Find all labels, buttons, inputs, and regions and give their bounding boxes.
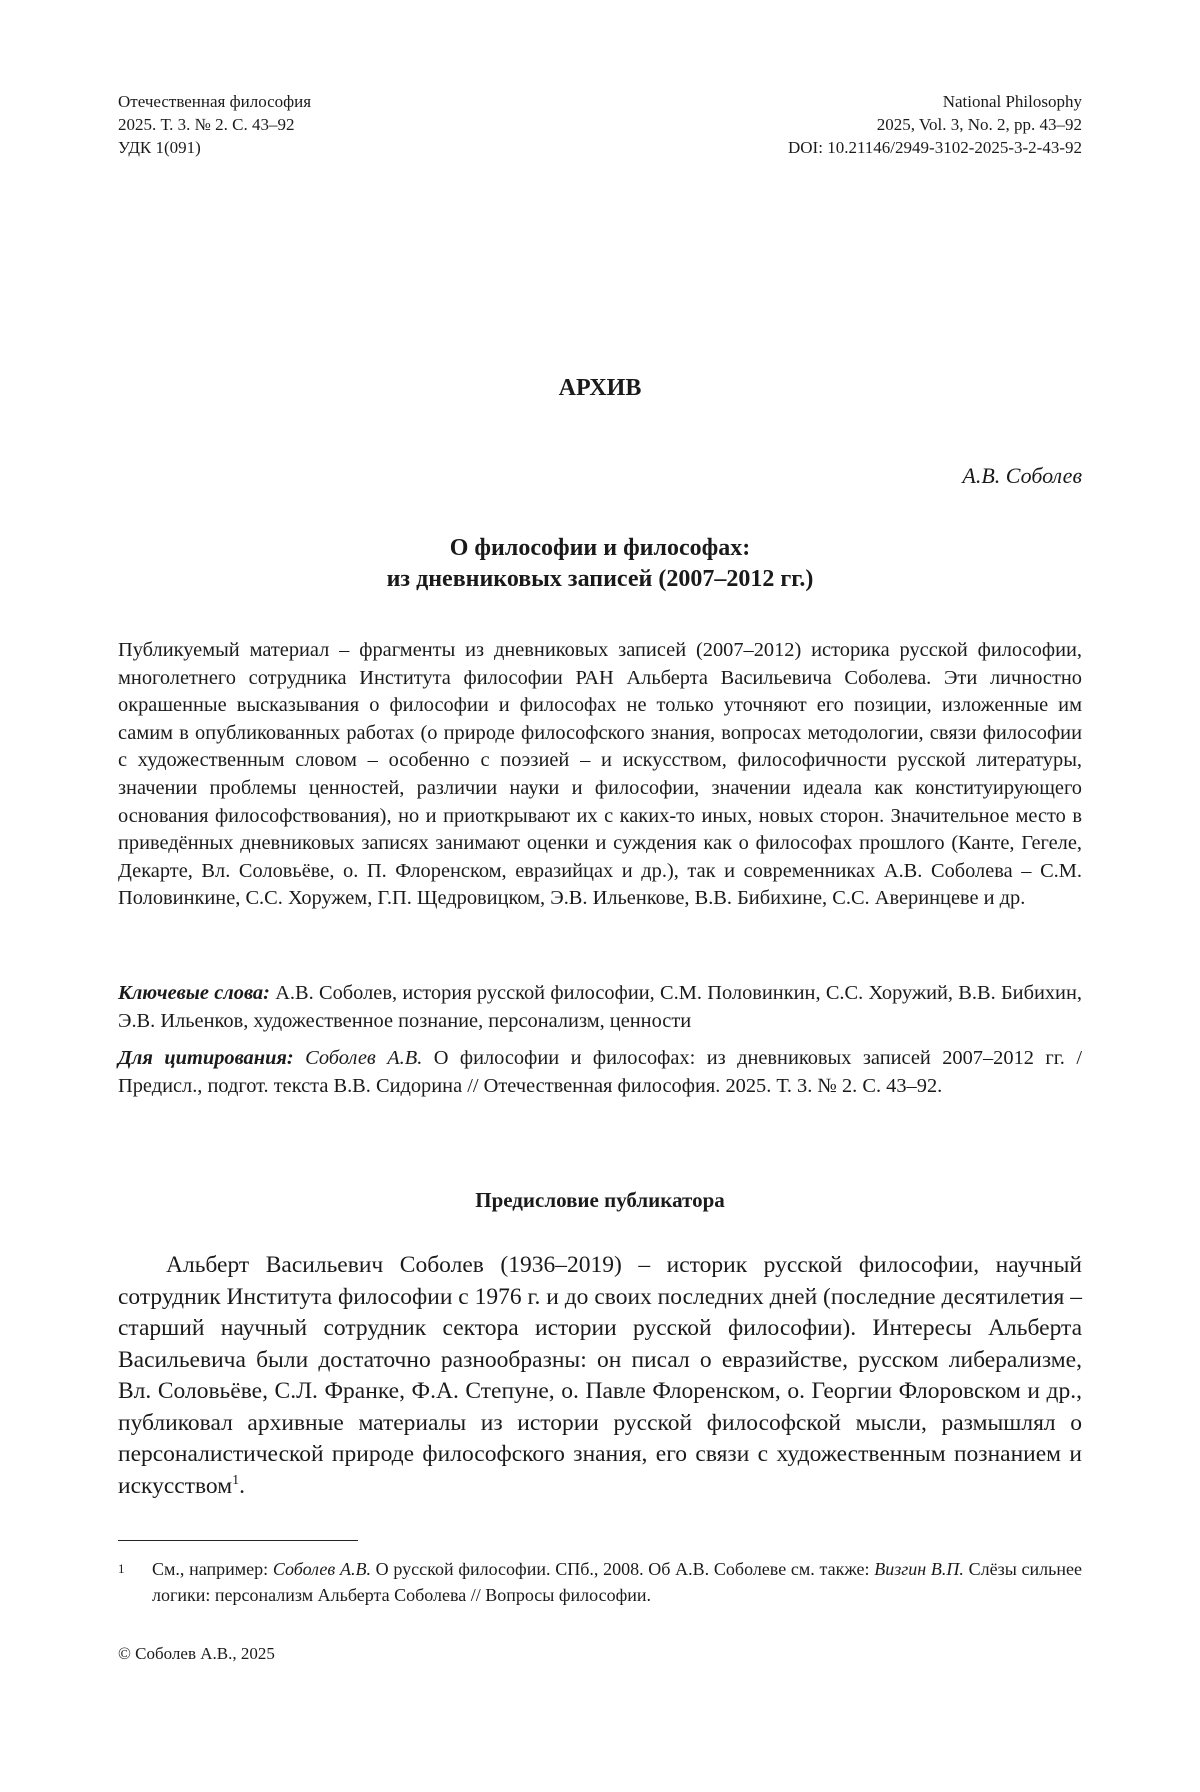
keywords-text: А.В. Соболев, история русской философии, С.М. Половинкин, С.С. Хоружий, В.В. Бибихин, Э.В. Ильенков, художественное познание, персонализм, ценности <box>118 982 1082 1032</box>
keywords <box>118 980 1082 1035</box>
journal-title-ru: Отечественная философия <box>118 92 312 111</box>
section-title: Предисловие публикатора <box>475 1188 725 1212</box>
footnote-author-2: Визгин В.П. <box>874 1559 964 1579</box>
article-title <box>0 533 1200 595</box>
article-title-line-2: из дневниковых записей (2007–2012 гг.) <box>386 566 814 592</box>
body-paragraph-end: . <box>239 1472 245 1499</box>
footnote-text <box>152 1556 1082 1608</box>
doi: DOI: 10.21146/2949-3102-2025-3-2-43-92 <box>788 138 1082 157</box>
header-left <box>118 90 311 159</box>
section-rubric: АРХИВ <box>558 375 642 401</box>
body-paragraph-text: Альберт Васильевич Соболев (1936–2019) – историк русской философии, научный сотрудник Института философии с 1976 г. и до своих последних дней (последние десятилетия – старший научный сотрудник сектора истории русской философии). Интересы Альберта Васильевича были достаточно разнообразны: он писал о евразийстве, русском либерализме, Вл. Соловьёве, С.Л. Франке, Ф.А. Степуне, о. Павле Флоренском, о. Георгии Флоровском и др., публиковал архивные материалы из истории русской философской мысли, размышлял о персоналистической природе философского знания, его связи с художественным познанием и искусством <box>118 1252 1082 1499</box>
keywords-label: Ключевые слова: <box>118 982 270 1004</box>
citation-text: О философии и философах: из дневниковых записей 2007–2012 гг. / Предисл., подгот. текста В.В. Сидорина // Отечественная философия. 2025. Т. 3. № 2. С. 43–92. <box>118 1047 1082 1097</box>
footnote-prefix: См., например: <box>152 1559 273 1579</box>
article-title-line-1: О философии и философах: <box>449 535 751 561</box>
abstract: Публикуемый материал – фрагменты из дневниковых записей (2007–2012) историка русской философии, многолетнего сотрудника Института философии РАН Альберта Васильевича Соболева. Эти личностно окрашенные высказывания о философии и философах не только уточняют его позиции, изложенные им самим в опубликованных работах (о природе философского знания, вопросах методологии, связи философии с художественным словом – особенно с поэзией – и искусством, философичности русской литературы, значении проблемы ценностей, различии науки и философии, значении идеала как конституирующего основания философствования), но и приоткрывают их с каких-то иных, новых сторон. Значительное место в приведённых дневниковых записях занимают оценки и суждения как о философах прошлого (Канте, Гегеле, Декарте, Вл. Соловьёве, о. П. Флоренском, евразийцах и др.), так и современниках А.В. Соболева – С.М. Половинкине, С.С. Хоружем, Г.П. Щедровицком, Э.В. Ильенкове, В.В. Бибихине, С.С. Аверинцеве и др. <box>118 639 1082 910</box>
udk-code: УДК 1(091) <box>118 138 201 157</box>
footnote <box>118 1556 1082 1608</box>
citation-label: Для цитирования: <box>118 1047 294 1069</box>
footnote-number: 1 <box>118 1561 125 1576</box>
footnote-reference[interactable]: 1 <box>232 1472 240 1488</box>
footnote-author-1: Соболев А.В. <box>272 1559 371 1579</box>
footnote-text-1: О русской философии. СПб., 2008. Об А.В. Соболеве см. также: <box>370 1559 875 1579</box>
citation <box>118 1045 1082 1100</box>
footnote-divider <box>118 1540 358 1541</box>
author-name: А.В. Соболев <box>962 463 1082 488</box>
footnote-text-2: Слёзы сильнее логики: персонализм Альберта Соболева // Вопросы философии. <box>152 1559 1082 1605</box>
citation-author: Соболев А.В. <box>305 1047 423 1069</box>
issue-info-ru: 2025. Т. 3. № 2. С. 43–92 <box>118 115 295 134</box>
header-right <box>788 90 1082 159</box>
body-paragraph <box>118 1250 1082 1502</box>
issue-info-en: 2025, Vol. 3, No. 2, pp. 43–92 <box>876 115 1082 134</box>
copyright: © Соболев А.В., 2025 <box>118 1644 275 1663</box>
journal-title-en: National Philosophy <box>942 92 1082 111</box>
